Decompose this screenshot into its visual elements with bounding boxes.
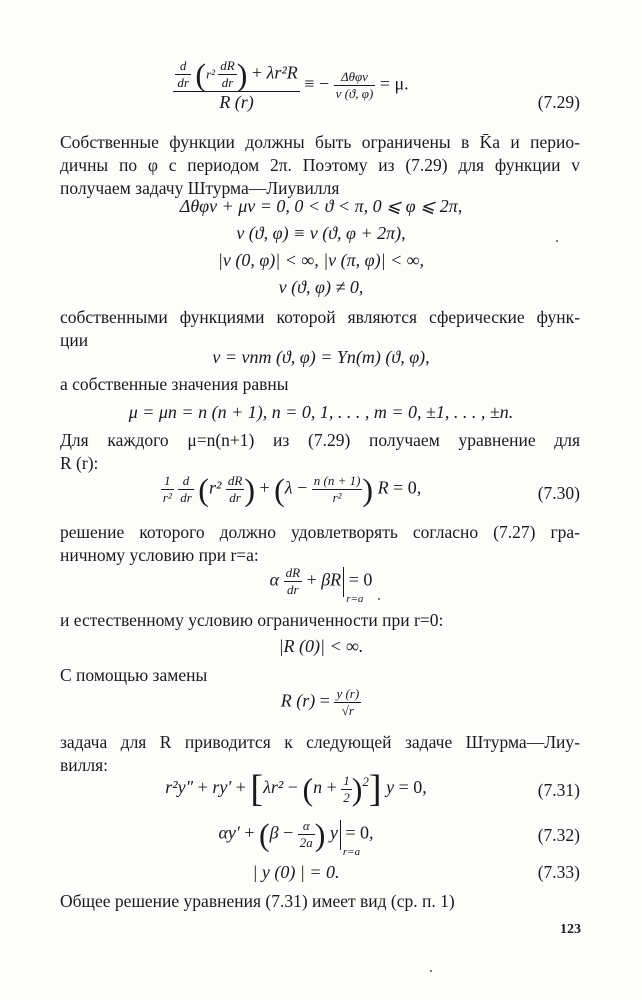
equation-number-7-32: (7.32) <box>537 825 580 845</box>
equation-number-7-30: (7.30) <box>537 483 580 503</box>
paragraph-8-line-2: вилля: <box>60 755 109 775</box>
eq729-rhs-denominator: v (ϑ, φ) <box>335 86 374 101</box>
page-number: 123 <box>560 922 581 937</box>
eq729-rhs-fraction <box>334 69 376 102</box>
paragraph-5 <box>60 521 580 567</box>
system-line-1: Δθφv + μv = 0, 0 < ϑ < π, 0 ⩽ φ ⩽ 2π, <box>179 196 463 216</box>
boundedness-condition: |R (0)| < ∞. <box>278 636 364 656</box>
eq729-lhs-numerator: $\frac{d}{dr}$ (r² $\frac{dR}{dr}$ ) + λr²R <box>173 58 299 92</box>
equation-7-32: αy′ + (β − $\frac{\alpha}{2a}$ ) y r=a = 0, <box>218 816 374 858</box>
equation-7-29: $\frac{d}{dr}$ (r² $\frac{dR}{dr}$ ) + λr²R R (r) ≡ − $\frac{\text{Δθφv}}{v (ϑ, \varphi)}$ = μ. <box>0 58 612 113</box>
substitution-formula: R (r) = $\frac{y (r)}{√r}$ <box>280 686 360 718</box>
eq729-lhs-fraction <box>173 58 299 113</box>
paragraph-1 <box>60 131 580 200</box>
print-speck <box>378 598 380 600</box>
paragraph-1-line-3: получаем задачу Штурма—Лиувилля <box>60 178 340 198</box>
equation-number-7-31: (7.31) <box>537 780 580 800</box>
paragraph-1-line-2: дичны по φ с периодом 2π. Поэтому из (7.29) для функции v <box>60 155 580 175</box>
print-speck <box>556 240 558 242</box>
equation-7-31: r²y″ + ry′ + [λr² − (n + $\frac{1}{2}$ )$^2$] y = 0, <box>165 768 427 810</box>
paragraph-7: С помощью замены <box>60 665 208 685</box>
equation-number-7-33: (7.33) <box>537 862 580 882</box>
equation-number-7-29: (7.29) <box>537 92 580 112</box>
paragraph-1-line-1: Собственные функции должны быть ограничены в K̄a и перио- <box>60 132 580 152</box>
system-line-2: v (ϑ, φ) ≡ v (ϑ, φ + 2π), <box>236 223 406 243</box>
paragraph-4-line-1: Для каждого μ=n(n+1) из (7.29) получаем уравнение для <box>60 430 580 450</box>
paragraph-4 <box>60 429 580 475</box>
eq729-lhs-denominator: R (r) <box>219 92 254 112</box>
paragraph-6: и естественному условию ограниченности при r=0: <box>60 610 444 630</box>
paragraph-2-line-1: собственными функциями которой являются сферические функ- <box>60 307 580 327</box>
boundary-condition: α $\frac{dR}{dr}$ + βR r=a = 0 <box>269 565 373 605</box>
paragraph-4-line-2: R (r): <box>60 453 99 473</box>
eq729-tail: = μ. <box>379 73 409 94</box>
equation-7-30: $\frac{1}{\text{r²}}$ $\frac{d}{dr}$ (r² $\frac{dR}{dr}$ ) + (λ − $\frac{n (n + 1)}{\text{r²}}$ ) R = 0, <box>162 471 422 508</box>
eigenvalues-formula: μ = μn = n (n + 1), n = 0, 1, . . . , m = 0, ±1, . . . , ±n. <box>128 402 514 422</box>
paragraph-5-line-2: ничному условию при r=a: <box>60 545 259 565</box>
eq729-rhs-numerator: Δθφv <box>334 69 376 86</box>
paragraph-2 <box>60 306 580 352</box>
system-line-3: |v (0, φ)| < ∞, |v (π, φ)| < ∞, <box>217 250 425 270</box>
eigenfunctions-formula: v = vnm (ϑ, φ) = Yn(m) (ϑ, φ), <box>212 347 430 367</box>
paragraph-5-line-1: решение которого должно удовлетворять согласно (7.27) гра- <box>60 522 580 542</box>
paragraph-9: Общее решение уравнения (7.31) имеет вид (ср. п. 1) <box>60 891 455 911</box>
paragraph-8-line-1: задача для R приводится к следующей задаче Штурма—Лиу- <box>60 732 580 752</box>
paragraph-3: а собственные значения равны <box>60 374 289 394</box>
system-line-4: v (ϑ, φ) ≠ 0, <box>278 277 364 297</box>
print-speck <box>430 970 432 972</box>
paragraph-2-line-2: ции <box>60 330 89 350</box>
equation-7-33: | y (0) | = 0. <box>252 862 340 882</box>
